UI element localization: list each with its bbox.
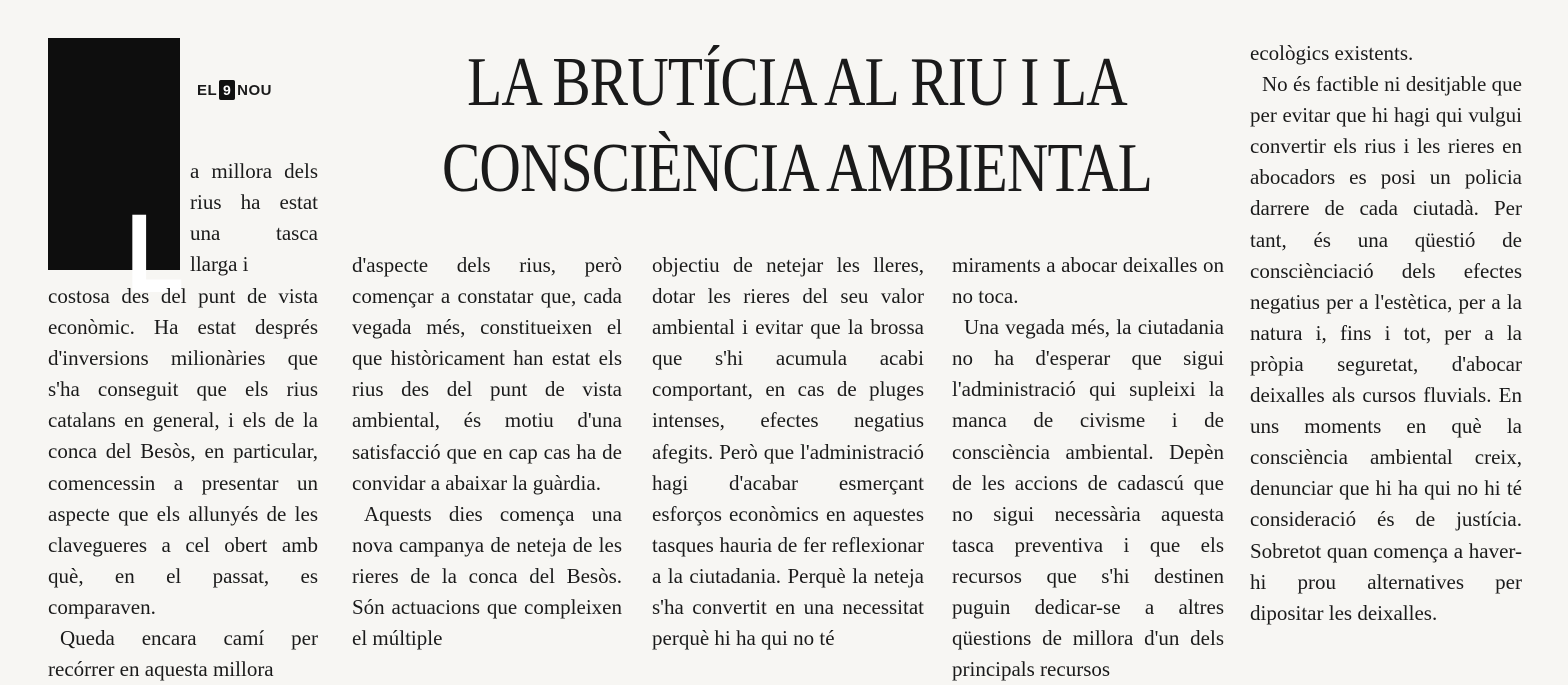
paragraph: miraments a abocar deixalles on no toca. (952, 253, 1224, 309)
paragraph: Queda encara camí per recórrer en aquesta millora (48, 626, 318, 682)
column-5 (1250, 38, 1522, 629)
paragraph: objectiu de netejar les lleres, dotar les rieres del seu valor ambiental i evitar que la brossa que s'hi acumula acabi comportant, en cas de pluges intenses, efectes negatius afegits. Però que l'administració hagi d'acabar esmerçant esforços econòmics en aquestes tasques hauria de fer reflexionar a la ciutadania. Perquè la neteja s'ha convertit en una necessitat perquè hi ha qui no té (652, 253, 924, 651)
paragraph: d'aspecte dels rius, però començar a constatar que, cada vegada més, constitueixen el que històricament han estat els rius des del punt de vista ambiental, és motiu d'una satisfacció que en cap cas ha de convidar a abaixar la guàrdia. (352, 253, 622, 495)
column-1 (48, 281, 318, 685)
masthead-prefix: EL (197, 81, 218, 99)
paragraph: ecològics existents. (1250, 41, 1414, 65)
paragraph: Una vegada més, la ciutadania no ha d'esperar que sigui l'administració qui supleixi la manca de civisme i de consciència ambiental. Depèn de les accions de cadascú que no sigui necessària aquesta tasca preventiva i que els recursos que s'hi destinen puguin dedicar-se a altres qüestions de millora d'un dels principals recursos (952, 315, 1224, 682)
column-4 (952, 250, 1224, 685)
masthead-number: 9 (219, 80, 235, 100)
masthead-suffix: NOU (237, 81, 273, 99)
masthead-logo (197, 79, 272, 101)
column-1-lead (190, 156, 318, 280)
paragraph: costosa des del punt de vista econòmic. Ha estat després d'inversions milionàries que s'ha conseguit que els rius catalans en general, i els de la conca del Besòs, en particular, comencessin a presentar un aspecte que els allunyés de les clavegueres a cel obert amb què, en el passat, es comparaven. (48, 284, 318, 619)
headline-line-2: CONSCIÈNCIA AMBIENTAL (441, 130, 1153, 207)
drop-cap-letter: L (126, 191, 185, 316)
drop-cap-block (48, 38, 185, 316)
headline-line-1: LA BRUTÍCIA AL RIU I LA (467, 44, 1127, 121)
headline (352, 40, 1242, 212)
column-3 (652, 250, 924, 654)
lead-paragraph: a millora dels rius ha estat una tasca llarga i (190, 159, 318, 277)
paragraph: No és factible ni desitjable que per evitar que hi hagi qui vulgui convertir els rius i les rieres en abocadors es posi un policia darrere de cada ciutadà. Per tant, és una qüestió de consciènciació dels efectes negatius per a l'estètica, per a la natura i, fins i tot, per a la pròpia seguretat, d'abocar deixalles als cursos fluvials. En uns moments en què la consciència ambiental creix, denunciar que hi ha qui no hi té consideració és de justícia. Sobretot quan comença a haver-hi prou alternatives per dipositar les deixalles. (1250, 72, 1522, 625)
column-2 (352, 250, 622, 654)
paragraph: Aquests dies comença una nova campanya de neteja de les rieres de la conca del Besòs. Són actuacions que compleixen el múltiple (352, 501, 622, 651)
